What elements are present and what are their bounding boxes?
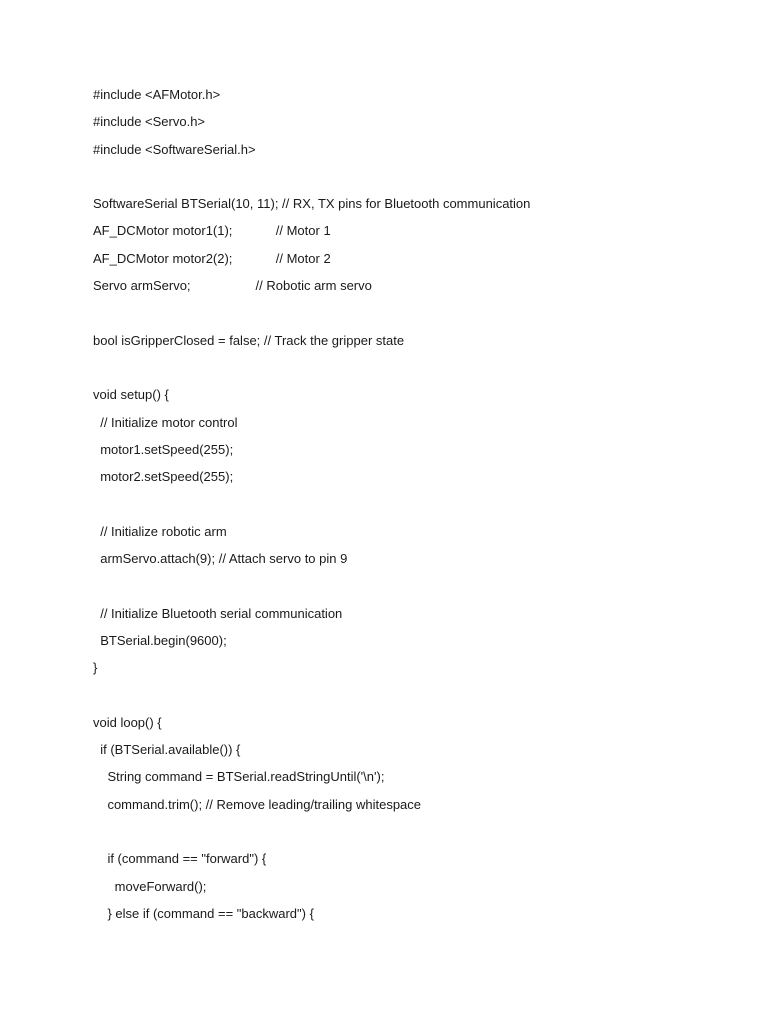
code-line <box>93 304 713 331</box>
code-line: motor2.setSpeed(255); <box>93 469 234 485</box>
code-line: if (command == "forward") { <box>93 851 267 867</box>
code-line: Servo armServo; // Robotic arm servo <box>93 278 372 294</box>
code-line <box>93 495 713 522</box>
code-line: AF_DCMotor motor2(2); // Motor 2 <box>93 250 331 266</box>
code-line: BTSerial.begin(9600); <box>93 632 227 648</box>
code-line: } else if (command == "backward") { <box>93 905 314 921</box>
code-line: } <box>93 660 98 676</box>
code-line: command.trim(); // Remove leading/trailing whitespace <box>93 796 422 812</box>
code-line: String command = BTSerial.readStringUntil('\n'); <box>93 769 385 785</box>
code-line <box>93 577 713 604</box>
code-line: void loop() { <box>93 714 162 730</box>
code-line: #include <Servo.h> <box>93 114 206 130</box>
code-line: // Initialize Bluetooth serial communication <box>93 605 343 621</box>
code-line <box>93 687 713 714</box>
code-line: void setup() { <box>93 387 169 403</box>
code-line: #include <SoftwareSerial.h> <box>93 141 256 157</box>
code-line: // Initialize motor control <box>93 414 238 430</box>
code-line <box>93 823 713 850</box>
code-line: #include <AFMotor.h> <box>93 87 221 102</box>
code-line <box>93 359 713 386</box>
code-line: SoftwareSerial BTSerial(10, 11); // RX, TX pins for Bluetooth communication <box>93 196 531 212</box>
code-line: motor1.setSpeed(255); <box>93 441 234 457</box>
document-page <box>93 86 713 932</box>
code-line: bool isGripperClosed = false; // Track the gripper state <box>93 332 405 348</box>
code-line: armServo.attach(9); // Attach servo to pin 9 <box>93 551 348 567</box>
code-line: if (BTSerial.available()) { <box>93 742 241 758</box>
code-line: AF_DCMotor motor1(1); // Motor 1 <box>93 223 331 239</box>
code-line: moveForward(); <box>93 878 207 894</box>
code-line: // Initialize robotic arm <box>93 523 227 539</box>
code-line <box>93 168 713 195</box>
